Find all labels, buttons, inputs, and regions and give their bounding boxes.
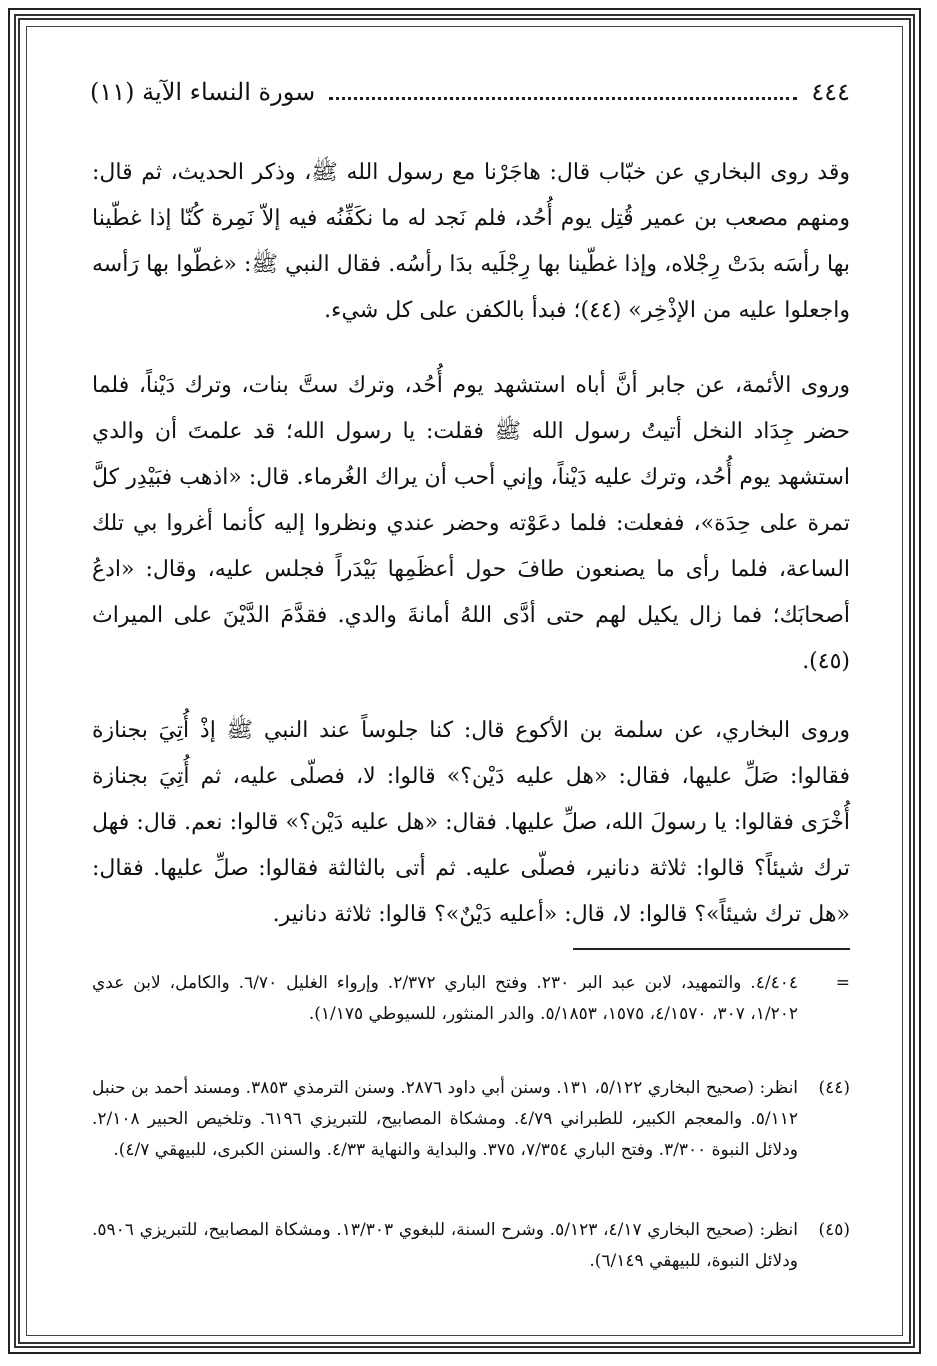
footnote-continued (92, 968, 850, 1030)
running-title: سورة النساء الآية (١١) (90, 78, 316, 106)
footnote-text: ٤/٤٠٤. والتمهيد، لابن عبد البر ٢٣٠. وفتح الباري ٢/٣٧٢. وإرواء الغليل ٦/٧٠. والكامل، لابن عدي ١/٢٠٢، ٣٠٧، ٤/١٥٧٠، ١٥٧٥، ٥/١٨٥٣. والدر المنثور، للسيوطي ١/١٧٥). (92, 973, 798, 1024)
footnote-text: انظر: (صحيح البخاري ٥/١٢٢، ١٣١. وسنن أبي داود ٢٨٧٦. وسنن الترمذي ٣٨٥٣. ومسند أحمد بن حنبل ٥/١١٢. والمعجم الكبير، للطبراني ٤/٧٩. ومشكاة المصابيح، للتبريزي ٦١٩٦. وتلخيص الحبير ٢/١٠٨. ودلائل النبوة ٣/٣٠٠. وفتح الباري ٧/٣٥٤، ٣٧٥. والبداية والنهاية ٤/٣٣. والسنن الكبرى، للبيهقي ٤/٧). (92, 1078, 799, 1160)
footnote-label: (٤٥) (818, 1220, 850, 1240)
footnote-label: (٤٤) (818, 1078, 850, 1098)
paragraph-khabbab-hadith: وقد روى البخاري عن خبّاب قال: هاجَرْنا مع رسول الله ﷺ، وذكر الحديث، ثم قال: ومنهم مصعب بن عمير قُتِل يوم أُحُد، فلم نَجد له ما نكَفِّنُه فيه إلاّ نَمِرة كُنّا إذا غطّينا بها رأسَه بدَتْ رِجْلاه، وإذا غطّينا بها رِجْلَيه بدَا رأسُه. فقال النبي ﷺ: «غطّوا بها رَأسه واجعلوا عليه من الإذْخِر» (٤٤)؛ فبدأ بالكفن على كل شيء. (92, 160, 850, 323)
footnote-label: = (835, 973, 850, 993)
footnote-text: انظر: (صحيح البخاري ٤/١٧، ٥/١٢٣. وشرح السنة، للبغوي ١٣/٣٠٣. ومشكاة المصابيح، للتبريزي ٥٩٠٦. ودلائل النبوة، للبيهقي ٦/١٤٩). (92, 1220, 798, 1271)
paragraph-jabir-hadith: وروى الأئمة، عن جابر أنَّ أباه استشهد يوم أُحُد، وترك ستَّ بنات، وترك دَيْناً، فلما حضر جِدَاد النخل أتيتُ رسول الله ﷺ فقلت: يا رسول الله؛ قد علمتَ أن والدي استشهد يوم أُحُد، وترك عليه دَيْناً، وإني أحب أن يراك الغُرماء. قال: «اذهب فبَيْدِر كلَّ تمرة على حِدَة»، ففعلت: فلما دعَوْته وحضر عندي ونظروا إليه كأنما أغروا بي تلك الساعة، فلما رأى ما يصنعون طافَ حول أعظَمِها بَيْدَراً فجلس عليه، وقال: «ادعُ أصحابَك؛ فما زال يكيل لهم حتى أدَّى اللهُ أمانةَ والدي. فقدَّمَ الدَّيْنَ على الميراث (٤٥). (92, 373, 850, 674)
footnote-44 (92, 1073, 850, 1166)
header-dotted-leader (329, 97, 797, 100)
footnote-45 (92, 1215, 850, 1277)
footnote-separator (573, 948, 850, 950)
page-header (90, 72, 850, 112)
page-number: ٤٤٤ (811, 78, 850, 106)
paragraph-salama-hadith: وروى البخاري، عن سلمة بن الأكوع قال: كنا جلوساً عند النبي ﷺ إذْ أُتِيَ بجنازة فقالوا: صَلِّ عليها، فقال: «هل عليه دَيْن؟» قالوا: لا، فصلّى عليه، ثم أُتِيَ بجنازة أُخْرَى فقالوا: يا رسولَ الله، صلِّ عليها. فقال: «هل عليه دَيْن؟» قالوا: نعم. قال: فهل ترك شيئاً؟ قالوا: ثلاثة دنانير، فصلّى عليه. ثم أتى بالثالثة فقالوا: صلِّ عليها. فقال: «هل ترك شيئاً»؟ قالوا: لا، قال: «أعليه دَيْنٌ»؟ قالوا: ثلاثة دنانير. (92, 718, 850, 927)
